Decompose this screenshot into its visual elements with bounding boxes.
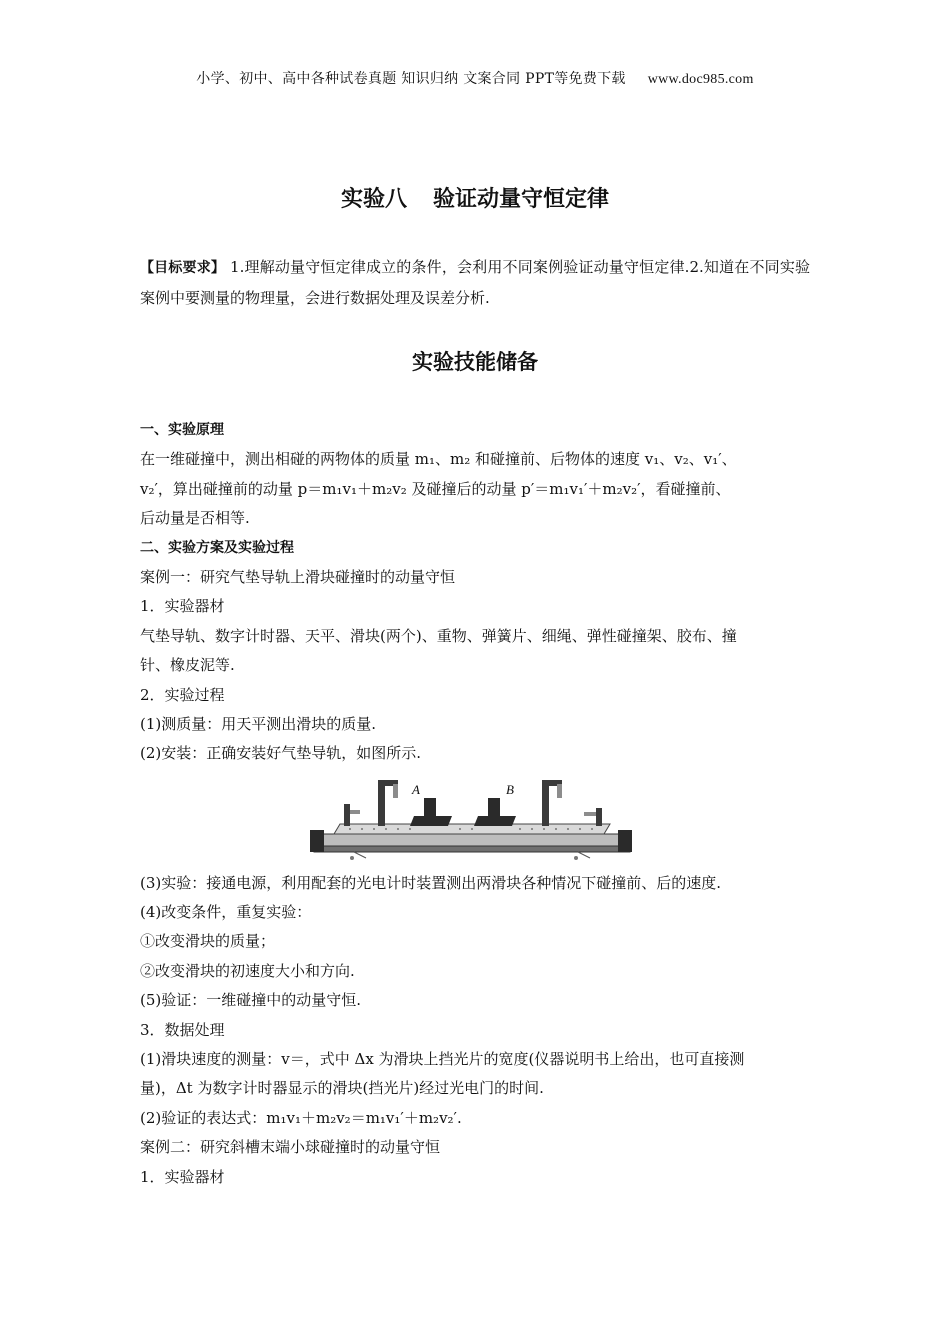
equipment-heading: 1．实验器材: [140, 597, 225, 616]
section-title: 实验技能储备: [412, 350, 538, 374]
right-photogate-sensor: [557, 784, 562, 798]
slider-b-label: B: [506, 781, 514, 797]
case2-title: 案例二：研究斜槽末端小球碰撞时的动量守恒: [140, 1138, 441, 1157]
air-track-illustration: [310, 774, 640, 864]
step-4: (4)改变条件，重复实验：: [140, 903, 312, 922]
heading-principle: 一、实验原理: [140, 422, 224, 438]
step-3: (3)实验：接通电源，利用配套的光电计时装置测出两滑块各种情况下碰撞前、后的速度.: [140, 873, 722, 892]
title-part1: 实验八: [340, 187, 407, 212]
page-title: [0, 182, 950, 213]
leveling-screws: [350, 852, 590, 860]
left-bumper-arm: [350, 810, 360, 814]
right-photogate-post: [542, 780, 549, 826]
header-url: www.doc985.com: [647, 72, 754, 87]
case1-title: 案例一：研究气垫导轨上滑块碰撞时的动量守恒: [140, 567, 456, 586]
title-part2: 验证动量守恒定律: [433, 187, 610, 212]
process-heading: 2．实验过程: [140, 685, 225, 704]
data-heading: 3．数据处理: [140, 1020, 225, 1039]
principle-line-2: v₂′，算出碰撞前的动量 p＝m₁v₁＋m₂v₂ 及碰撞后的动量 p′＝m₁v₁′＋m₂v₂′，看碰撞前、: [140, 479, 731, 498]
heading-procedure: 二、实验方案及实验过程: [140, 539, 294, 556]
left-bumper: [344, 804, 350, 826]
right-end-block: [618, 830, 632, 852]
principle-line-1: 在一维碰撞中，测出相碰的两物体的质量 m₁、m₂ 和碰撞前、后物体的速度 v₁、v₂、v₁′、: [140, 450, 737, 469]
step-4b: ②改变滑块的初速度大小和方向.: [140, 961, 355, 980]
slider-b-flag: [488, 798, 500, 816]
track-base: [314, 834, 630, 846]
slider-b: [474, 816, 516, 826]
right-bumper: [596, 808, 602, 826]
equipment-line-2: 针、橡皮泥等.: [140, 656, 235, 675]
principle-line-3: 后动量是否相等.: [140, 509, 250, 528]
left-photogate-sensor: [393, 784, 398, 798]
page-header: [0, 68, 950, 88]
slider-a-flag: [424, 798, 436, 816]
step-5: (5)验证：一维碰撞中的动量守恒.: [140, 991, 362, 1010]
data-line-1: (1)滑块速度的测量：v＝，式中 Δx 为滑块上挡光片的宽度(仪器说明书上给出，也可直接测: [140, 1050, 745, 1069]
data-line-2: 量)，Δt 为数字计时器显示的滑块(挡光片)经过光电门的时间.: [140, 1079, 544, 1098]
left-photogate-post: [378, 780, 385, 826]
right-bumper-arm: [584, 812, 596, 816]
header-text: 小学、初中、高中各种试卷真题 知识归纳 文案合同 PPT等免费下载: [196, 71, 626, 87]
left-end-block: [310, 830, 324, 852]
step-1: (1)测质量：用天平测出滑块的质量.: [140, 714, 377, 733]
slider-a-label: A: [412, 781, 420, 797]
objective-label: 【目标要求】: [140, 260, 226, 276]
step-2: (2)安装：正确安装好气垫导轨，如图所示.: [140, 744, 422, 763]
slider-a: [410, 816, 452, 826]
data-line-3: (2)验证的表达式：m₁v₁＋m₂v₂＝m₁v₁′＋m₂v₂′.: [140, 1108, 462, 1127]
step-4a: ①改变滑块的质量；: [140, 932, 276, 951]
air-track-figure: [140, 769, 810, 869]
equipment-line-1: 气垫导轨、数字计时器、天平、滑块(两个)、重物、弹簧片、细绳、弹性碰撞架、胶布、撞: [140, 626, 737, 645]
objective-paragraph: [140, 252, 810, 313]
case2-equipment-heading: 1．实验器材: [140, 1167, 225, 1186]
objective-text: 1.理解动量守恒定律成立的条件，会利用不同案例验证动量守恒定律.2.知道在不同实验案例中要测量的物理量，会进行数据处理及误差分析.: [140, 258, 811, 307]
track-base-side: [314, 846, 630, 852]
document-body: [140, 416, 810, 1192]
